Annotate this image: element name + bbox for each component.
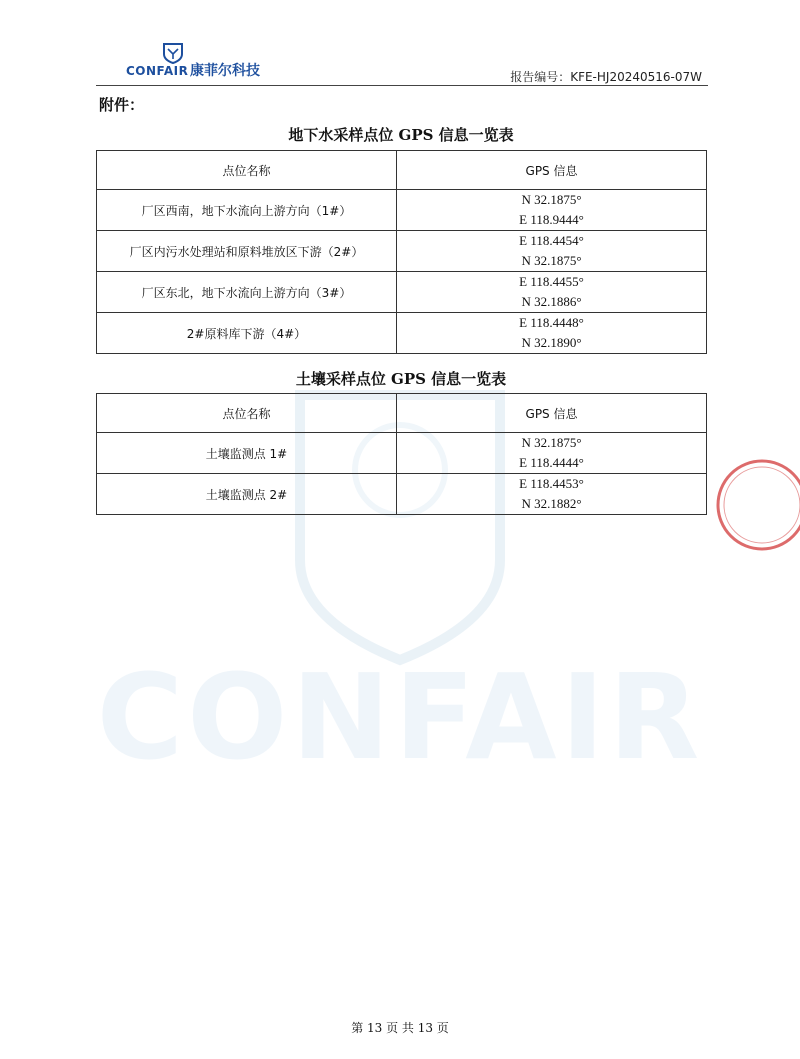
soil-table-title: 土壤采样点位 GPS 信息一览表 [295, 370, 507, 388]
report-number: 报告编号：KFE-HJ20240516-07W [510, 70, 702, 84]
table-row [97, 190, 707, 231]
column-header-gps: GPS 信息 [397, 394, 707, 433]
site-name-cell: 土壤监测点 2# [97, 474, 397, 515]
column-header-site: 点位名称 [97, 394, 397, 433]
shield-logo-icon [162, 42, 184, 64]
site-name-cell: 土壤监测点 1# [97, 433, 397, 474]
company-seal-stamp [700, 455, 800, 555]
site-name-cell: 厂区东北，地下水流向上游方向（3#） [97, 272, 397, 313]
header-divider [96, 85, 708, 86]
soil-gps-table [96, 393, 707, 515]
gps-coordinate-line: N 32.1875° [521, 435, 582, 450]
column-header-gps: GPS 信息 [397, 151, 707, 190]
gps-coordinate-line: E 118.4448° [519, 315, 584, 330]
gps-coordinate-line: E 118.4455° [519, 274, 584, 289]
gps-coordinate-line: N 32.1875° [521, 192, 582, 207]
table-row [97, 433, 707, 474]
page-footer: 第 13 页 共 13 页 [351, 1021, 449, 1035]
gps-cell [397, 433, 707, 474]
page-header [96, 40, 708, 86]
logo-text-cn: 康菲尔科技 [190, 63, 260, 79]
gps-coordinate-line: N 32.1890° [521, 335, 582, 350]
table-header-row [97, 394, 707, 433]
site-name-cell: 厂区西南，地下水流向上游方向（1#） [97, 190, 397, 231]
groundwater-gps-table [96, 150, 707, 354]
gps-coordinate-line: N 32.1886° [521, 294, 582, 309]
column-header-site: 点位名称 [97, 151, 397, 190]
gps-coordinate-line: E 118.4454° [519, 233, 584, 248]
table-row [97, 474, 707, 515]
gps-coordinate-line: E 118.4453° [519, 476, 584, 491]
site-name-cell: 厂区内污水处理站和原料堆放区下游（2#） [97, 231, 397, 272]
watermark-text: CONFAIR [96, 648, 704, 786]
table-row [97, 313, 707, 354]
attachment-label: 附件： [99, 96, 145, 114]
gps-coordinate-line: N 32.1875° [521, 253, 582, 268]
gps-cell [397, 313, 707, 354]
table-row [97, 231, 707, 272]
gps-cell [397, 190, 707, 231]
gps-cell [397, 231, 707, 272]
gps-coordinate-line: N 32.1882° [521, 496, 582, 511]
groundwater-table-title: 地下水采样点位 GPS 信息一览表 [288, 126, 514, 144]
site-name-cell: 2#原料库下游（4#） [97, 313, 397, 354]
company-logo [126, 42, 266, 82]
gps-coordinate-line: E 118.4444° [519, 455, 584, 470]
table-header-row [97, 151, 707, 190]
logo-text-en: CONFAIR [126, 64, 189, 78]
gps-cell [397, 272, 707, 313]
gps-cell [397, 474, 707, 515]
gps-coordinate-line: E 118.9444° [519, 212, 584, 227]
table-row [97, 272, 707, 313]
